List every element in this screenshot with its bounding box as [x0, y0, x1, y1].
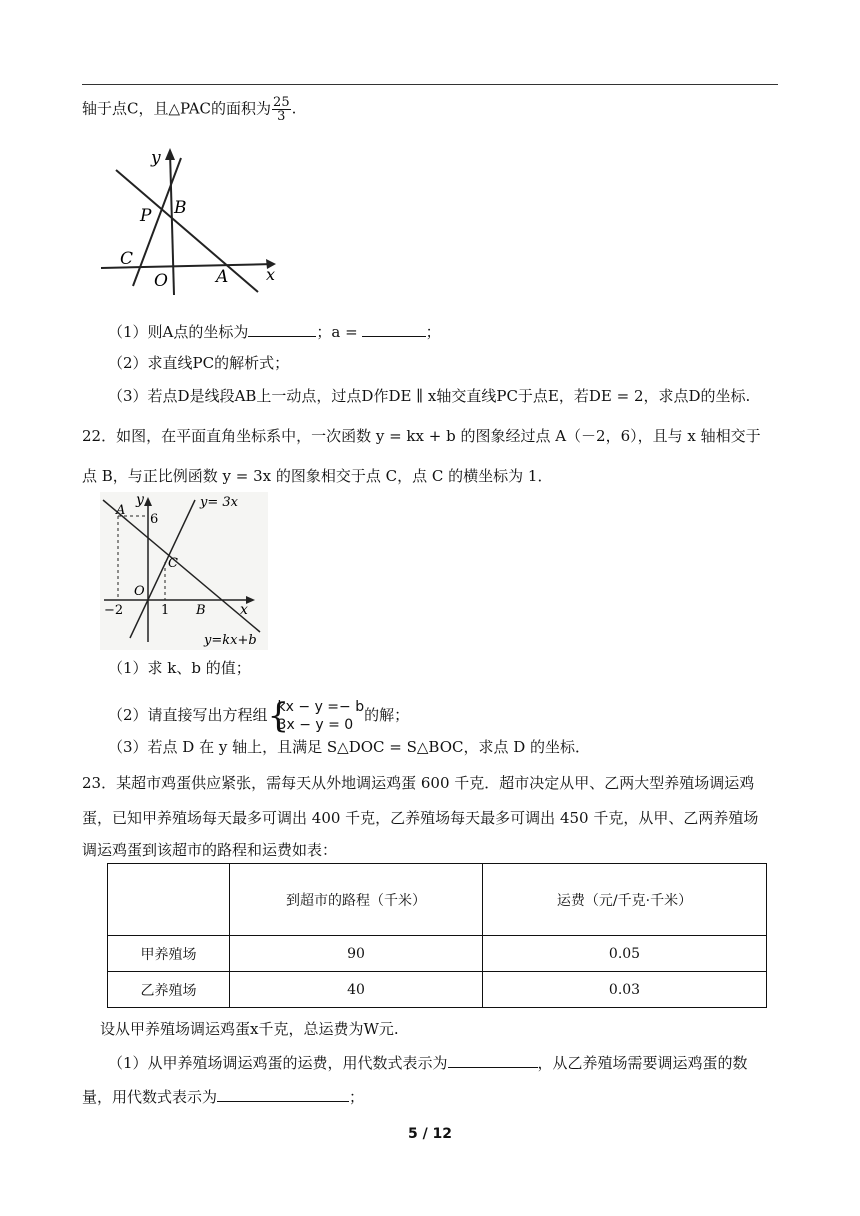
- system-brace: {: [267, 696, 290, 736]
- q21-label-p: P: [140, 206, 152, 226]
- q22-label-line-kxb: y=kx+b: [204, 633, 257, 648]
- q21-tail-line: [82, 96, 296, 123]
- q21-label-y: y: [151, 148, 161, 168]
- table-cell: 0.05: [483, 936, 767, 972]
- table-header-cell: 到超市的路程（千米）: [230, 864, 483, 936]
- table-cell: 40: [230, 972, 483, 1008]
- equation-system: [268, 698, 365, 734]
- table-header-cell: [108, 864, 230, 936]
- q21-label-c: C: [120, 249, 134, 269]
- page-number: 5 / 12: [407, 1126, 453, 1142]
- q22-label-c: C: [168, 556, 178, 571]
- q23-stem-line3: 调运鸡蛋到该超市的路程和运费如表：: [82, 841, 338, 859]
- table-header-cell: 运费（元/千克·千米）: [483, 864, 767, 936]
- q22-label-one: 1: [161, 603, 170, 618]
- q21-y-arrow: [165, 148, 175, 160]
- q21-label-x: x: [266, 265, 276, 284]
- q21-tail-end: .: [291, 99, 297, 118]
- answer-blank-amount-yi[interactable]: [217, 1087, 349, 1102]
- q22-label-o: O: [134, 584, 145, 599]
- q22-label-y: y: [136, 492, 144, 508]
- q23-part1-line2: [82, 1086, 364, 1108]
- q23-part1-continued: 量，用代数式表示为: [82, 1088, 218, 1106]
- q21-part2: （2）求直线PC的解析式；: [108, 354, 290, 372]
- q21-tail-text: 轴于点C，且△PAC的面积为: [82, 99, 272, 118]
- table-cell: 90: [230, 936, 483, 972]
- fraction-denominator: 3: [277, 109, 286, 124]
- q21-part1-mid: ；a =: [316, 323, 358, 341]
- table-row: [108, 936, 767, 972]
- table-cell: 甲养殖场: [108, 936, 230, 972]
- q22-label-line-3x: y= 3x: [200, 495, 238, 510]
- fraction-25-3: [272, 96, 291, 123]
- q22-label-six: 6: [150, 512, 159, 527]
- table-cell: 乙养殖场: [108, 972, 230, 1008]
- q21-part1: [108, 321, 441, 343]
- shipping-table: [107, 863, 767, 1008]
- fraction-numerator: 25: [273, 95, 290, 110]
- system-equation-1: kx − y =− b: [277, 699, 365, 715]
- q22-part2: [108, 698, 409, 734]
- q22-label-b: B: [196, 603, 206, 618]
- q21-label-o: O: [154, 271, 168, 291]
- answer-blank-cost-jia[interactable]: [448, 1053, 538, 1068]
- q22-stem-line2: 点 B，与正比例函数 y = 3x 的图象相交于点 C，点 C 的横坐标为 1．: [82, 467, 553, 485]
- q23-stem-line1: 23．某超市鸡蛋供应紧张，需每天从外地调运鸡蛋 600 千克．超市决定从甲、乙两大型养殖场调运鸡: [82, 774, 755, 792]
- q21-part3: （3）若点D是线段AB上一动点，过点D作DE ∥ x轴交直线PC于点E，若DE = 2，求点D的坐标.: [108, 387, 751, 405]
- q23-part1-end: ；: [349, 1088, 365, 1106]
- q23-stem-line2: 蛋，已知甲养殖场每天最多可调出 400 千克，乙养殖场每天最多可调出 450 千克，从甲、乙两养殖场: [82, 809, 759, 827]
- q22-label-a: A: [116, 503, 126, 518]
- q23-part1-line1: [108, 1052, 748, 1074]
- q22-part2-prefix: （2）请直接写出方程组: [108, 706, 268, 724]
- q22-part2-suffix: 的解；: [364, 706, 410, 724]
- q23-setup: 设从甲养殖场调运鸡蛋x千克，总运费为W元.: [100, 1020, 399, 1038]
- system-equation-2: 3x − y = 0: [277, 717, 354, 733]
- table-cell: 0.03: [483, 972, 767, 1008]
- q22-label-x: x: [240, 602, 248, 618]
- q21-label-a: A: [216, 267, 229, 287]
- q22-coordinate-figure: [100, 492, 268, 650]
- q22-stem-line1: 22．如图，在平面直角坐标系中，一次函数 y = kx + b 的图象经过点 A（－2，6），且与 x 轴相交于: [82, 427, 761, 445]
- answer-blank-a-value[interactable]: [362, 322, 426, 337]
- header-rule: [82, 84, 778, 85]
- q22-part3: （3）若点 D 在 y 轴上，且满足 S△DOC = S△BOC，求点 D 的坐标．: [108, 738, 591, 756]
- q21-coordinate-figure: [96, 140, 286, 300]
- q22-label-neg2: −2: [104, 603, 124, 618]
- q23-part1-prefix: （1）从甲养殖场调运鸡蛋的运费，用代数式表示为: [108, 1054, 448, 1072]
- table-row: [108, 972, 767, 1008]
- q21-label-b: B: [174, 198, 187, 218]
- q21-part1-end: ；: [425, 323, 441, 341]
- q21-y-axis: [170, 152, 174, 295]
- q21-part1-prefix: （1）则A点的坐标为: [108, 323, 249, 341]
- q22-part1: （1）求 k、b 的值；: [108, 659, 251, 677]
- table-header-row: [108, 864, 767, 936]
- q23-part1-mid: ，从乙养殖场需要调运鸡蛋的数: [537, 1054, 748, 1072]
- answer-blank-a-coord[interactable]: [248, 322, 316, 337]
